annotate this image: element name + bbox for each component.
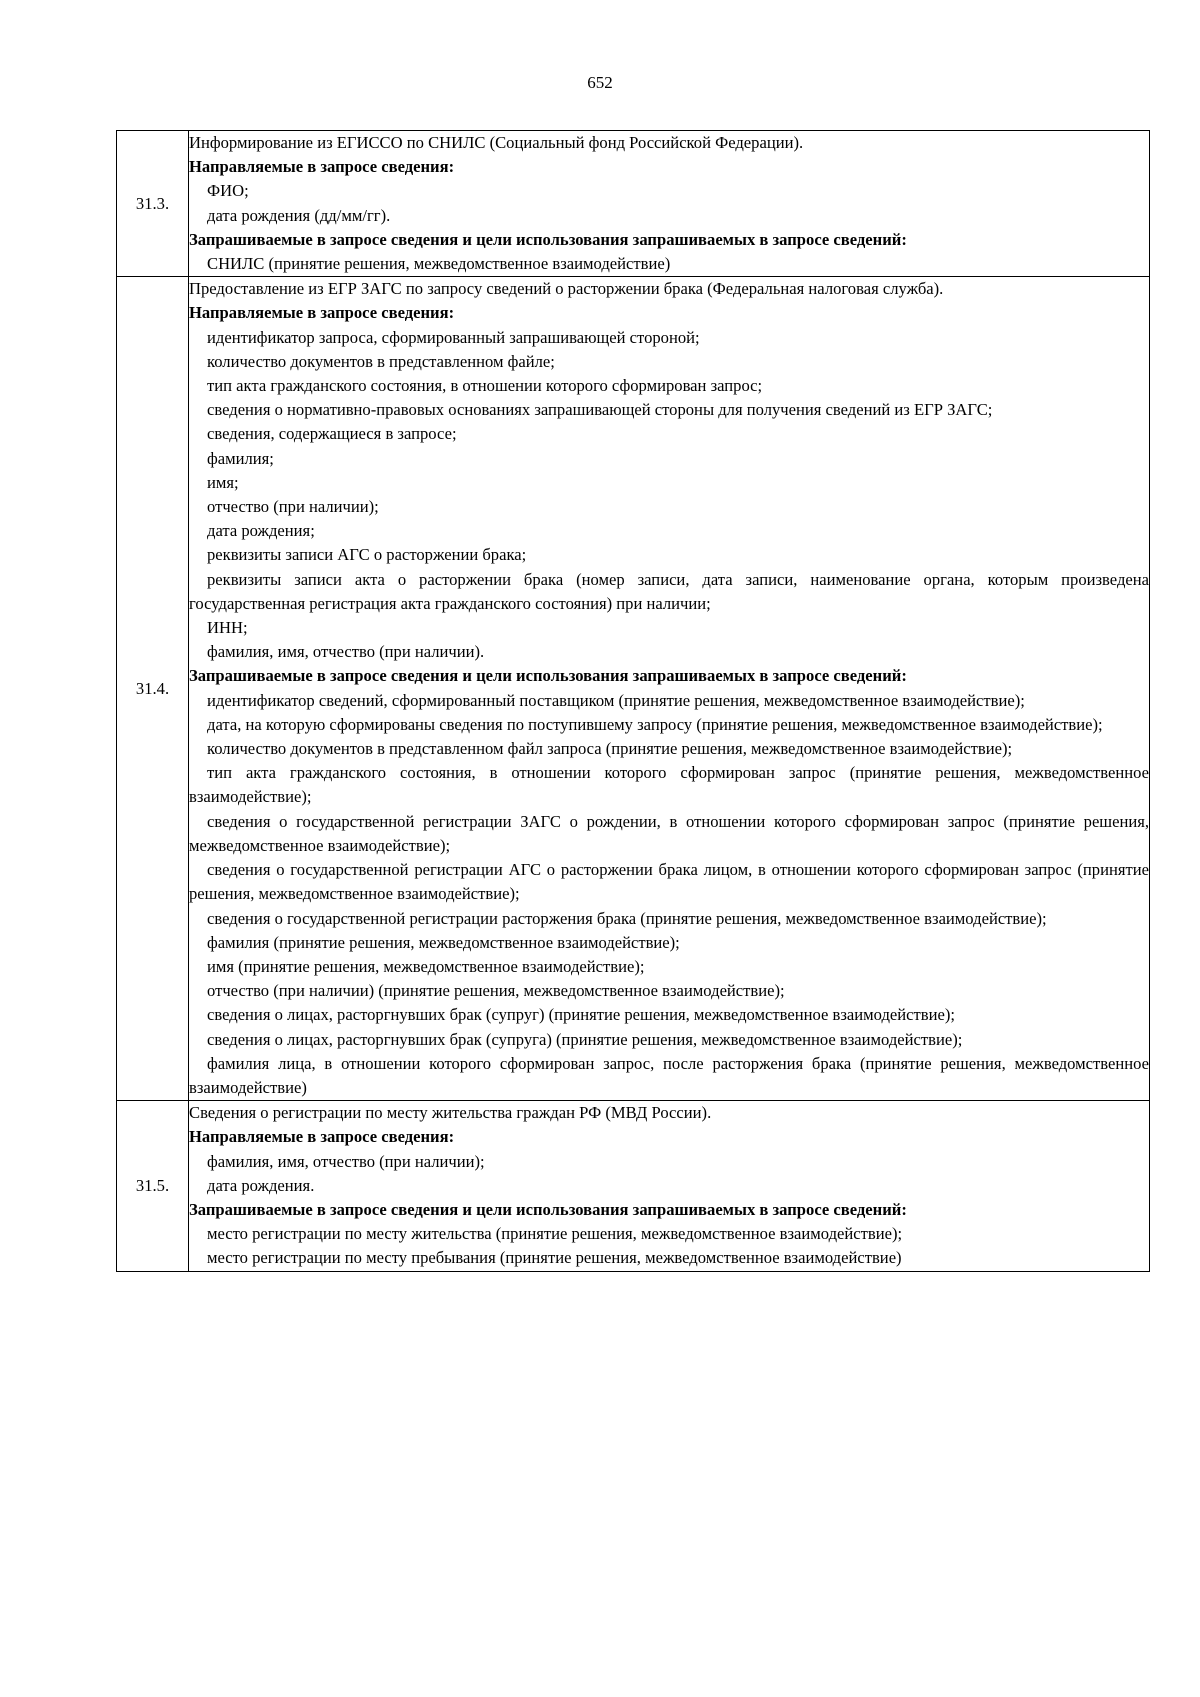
content-line: дата рождения. bbox=[207, 1175, 315, 1195]
table-row bbox=[117, 1101, 1150, 1271]
section-heading: Направляемые в запросе сведения: bbox=[189, 303, 455, 323]
content-line: имя; bbox=[207, 472, 239, 492]
content-line: Предоставление из ЕГР ЗАГС по запросу сведений о расторжении брака (Федеральная налоговая служба). bbox=[189, 279, 944, 299]
content-line: фамилия (принятие решения, межведомственное взаимодействие); bbox=[207, 932, 680, 952]
row-number: 31.5. bbox=[117, 1101, 189, 1271]
content-line: реквизиты записи АГС о расторжении брака; bbox=[207, 545, 527, 565]
content-line: отчество (при наличии); bbox=[207, 497, 379, 517]
row-content bbox=[189, 1101, 1150, 1271]
content-line: реквизиты записи акта о расторжении брака (номер записи, дата записи, наименование органа, которым произведена государственная регистрация акта гражданского состояния) при наличии; bbox=[189, 569, 1149, 613]
content-line: идентификатор запроса, сформированный запрашивающей стороной; bbox=[207, 327, 700, 347]
content-line: СНИЛС (принятие решения, межведомственное взаимодействие) bbox=[207, 254, 671, 274]
table-row bbox=[117, 131, 1150, 277]
row-content bbox=[189, 131, 1150, 277]
content-line: сведения о государственной регистрации расторжения брака (принятие решения, межведомственное взаимодействие); bbox=[207, 908, 1047, 928]
content-line: сведения о государственной регистрации ЗАГС о рождении, в отношении которого сформирован запрос (принятие решения, межведомственное взаимодействие); bbox=[189, 811, 1149, 855]
row-content bbox=[189, 277, 1150, 1101]
row-number: 31.3. bbox=[117, 131, 189, 277]
content-line: отчество (при наличии) (принятие решения, межведомственное взаимодействие); bbox=[207, 981, 785, 1001]
content-line: ФИО; bbox=[207, 181, 249, 201]
content-line: тип акта гражданского состояния, в отношении которого сформирован запрос; bbox=[207, 376, 763, 396]
content-line: фамилия лица, в отношении которого сформирован запрос, после расторжения брака (принятие решения, межведомственное взаимодействие) bbox=[189, 1053, 1149, 1097]
content-line: сведения о лицах, расторгнувших брак (супруг) (принятие решения, межведомственное взаимодействие); bbox=[207, 1005, 955, 1025]
content-line: ИНН; bbox=[207, 618, 248, 638]
content-line: место регистрации по месту жительства (принятие решения, межведомственное взаимодействие); bbox=[207, 1224, 903, 1244]
content-line: тип акта гражданского состояния, в отношении которого сформирован запрос (принятие решения, межведомственное взаимодействие); bbox=[189, 763, 1149, 807]
content-line: сведения о лицах, расторгнувших брак (супруга) (принятие решения, межведомственное взаимодействие); bbox=[207, 1029, 963, 1049]
content-line: фамилия, имя, отчество (при наличии); bbox=[207, 1151, 485, 1171]
content-line: фамилия, имя, отчество (при наличии). bbox=[207, 642, 485, 662]
content-line: фамилия; bbox=[207, 448, 274, 468]
section-heading: Направляемые в запросе сведения: bbox=[189, 1127, 455, 1147]
section-heading: Запрашиваемые в запросе сведения и цели использования запрашиваемых в запросе сведений: bbox=[189, 1199, 907, 1219]
content-line: сведения о нормативно-правовых основаниях запрашивающей стороны для получения сведений из ЕГР ЗАГС; bbox=[207, 400, 993, 420]
table-row bbox=[117, 277, 1150, 1101]
content-line: сведения, содержащиеся в запросе; bbox=[207, 424, 457, 444]
content-line: место регистрации по месту пребывания (принятие решения, межведомственное взаимодействие) bbox=[207, 1248, 902, 1268]
page-number: 652 bbox=[587, 73, 613, 92]
content-line: количество документов в представленном файл запроса (принятие решения, межведомственное взаимодействие); bbox=[207, 739, 1013, 759]
content-line: сведения о государственной регистрации АГС о расторжении брака лицом, в отношении которого сформирован запрос (принятие решения, межведомственное взаимодействие); bbox=[189, 860, 1149, 904]
requirements-table bbox=[116, 130, 1150, 1272]
content-line: идентификатор сведений, сформированный поставщиком (принятие решения, межведомственное взаимодействие); bbox=[207, 690, 1025, 710]
content-line: дата, на которую сформированы сведения по поступившему запросу (принятие решения, межведомственное взаимодействие); bbox=[207, 714, 1103, 734]
row-number: 31.4. bbox=[117, 277, 189, 1101]
content-line: имя (принятие решения, межведомственное взаимодействие); bbox=[207, 956, 645, 976]
content-line: количество документов в представленном файле; bbox=[207, 351, 555, 371]
section-heading: Запрашиваемые в запросе сведения и цели использования запрашиваемых в запросе сведений: bbox=[189, 229, 907, 249]
content-line: дата рождения; bbox=[207, 521, 315, 541]
content-line: Сведения о регистрации по месту жительства граждан РФ (МВД России). bbox=[189, 1103, 712, 1123]
content-line: дата рождения (дд/мм/гг). bbox=[207, 205, 391, 225]
section-heading: Направляемые в запросе сведения: bbox=[189, 157, 455, 177]
content-line: Информирование из ЕГИССО по СНИЛС (Социальный фонд Российской Федерации). bbox=[189, 133, 804, 152]
section-heading: Запрашиваемые в запросе сведения и цели использования запрашиваемых в запросе сведений: bbox=[189, 666, 907, 686]
